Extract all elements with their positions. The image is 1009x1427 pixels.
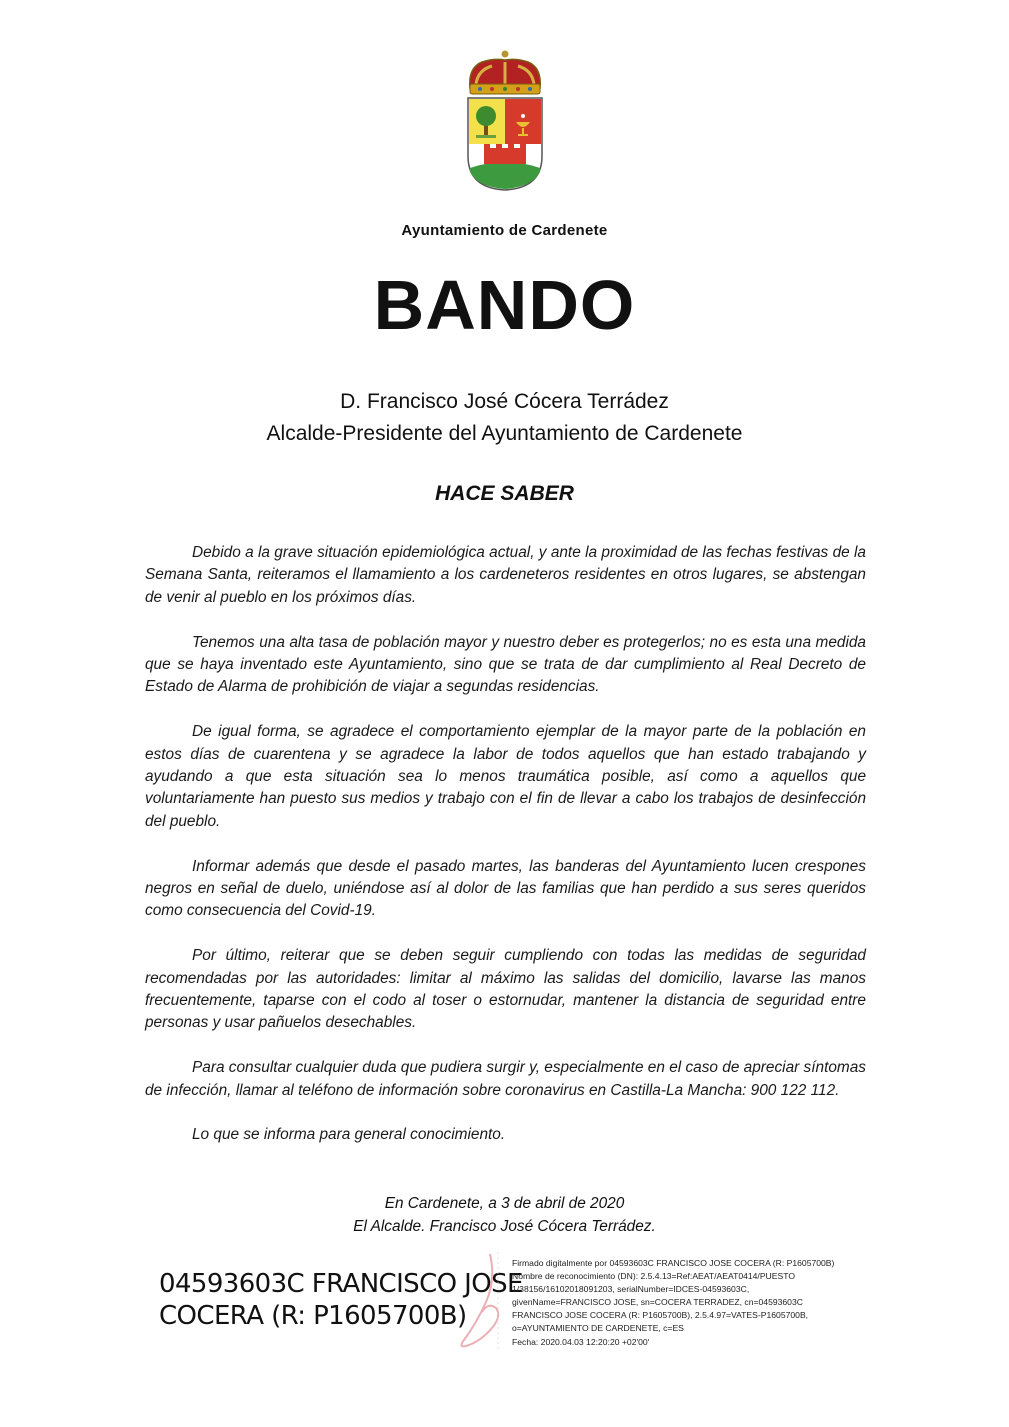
coat-of-arms-logo: [462, 48, 548, 194]
crown-icon: [470, 51, 541, 95]
document-title: BANDO: [373, 266, 636, 344]
signature-detail-line: o=AYUNTAMIENTO DE CARDENETE, c=ES: [512, 1323, 684, 1334]
body-paragraph: Informar además que desde el pasado martes, las banderas del Ayuntamiento lucen crespones negros en señal de duelo, uniéndose así al dolor de las familias que han perdido a sus seres queridos como consecuencia del Covid-19.: [145, 857, 866, 920]
closing-place-date: En Cardenete, a 3 de abril de 2020: [384, 1195, 625, 1212]
mayor-role: Alcalde-Presidente del Ayuntamiento de Cardenete: [266, 422, 743, 445]
body-paragraph: Lo que se informa para general conocimiento.: [192, 1126, 506, 1144]
signature-detail-line: Nombre de reconocimiento (DN): 2.5.4.13=Ref:AEAT/AEAT0414/PUESTO: [512, 1271, 796, 1282]
mayor-name: D. Francisco José Cócera Terrádez: [340, 390, 669, 413]
body-paragraph: Debido a la grave situación epidemiológica actual, y ante la proximidad de las fechas festivas de la Semana Santa, reiteramos el llamamiento a los cardeneteros residentes en otros lugares, se abstengan de venir al pueblo en los próximos días.: [145, 544, 866, 606]
council-name: Ayuntamiento de Cardenete: [401, 222, 608, 239]
signature-detail-line: Firmado digitalmente por 04593603C FRANCISCO JOSE COCERA (R: P1605700B): [512, 1258, 835, 1268]
signature-name-line: 04593603C FRANCISCO JOSE: [159, 1269, 523, 1299]
closing-signer: El Alcalde. Francisco José Cócera Terrádez.: [353, 1218, 656, 1235]
handwritten-signature-icon: [452, 1250, 512, 1354]
body-paragraph: Para consultar cualquier duda que pudiera surgir y, especialmente en el caso de apreciar síntomas de infección, llamar al teléfono de información sobre coronavirus en Castilla-La Mancha: 900 122 112.: [145, 1059, 866, 1099]
body-paragraph: De igual forma, se agradece el comportamiento ejemplar de la mayor parte de la población en estos días de cuarentena y se agradece la labor de todos aquellos que han estado trabajando y ayudando a que esta situación sea lo menos traumática posible, así como a aquellos que voluntariamente han puesto sus medios y trabajo con el fin de llevar a cabo los trabajos de desinfección del pueblo.: [145, 723, 866, 830]
signature-detail-line: Fecha: 2020.04.03 12:20:20 +02'00': [512, 1336, 650, 1347]
announcement-heading: HACE SABER: [435, 482, 574, 505]
signature-detail-line: FRANCISCO JOSE COCERA (R: P1605700B), 2.5.4.97=VATES-P1605700B,: [512, 1310, 809, 1321]
signature-detail-line: givenName=FRANCISCO JOSE, sn=COCERA TERRADEZ, cn=04593603C: [512, 1297, 803, 1308]
shield-icon: [468, 98, 542, 190]
body-paragraph: Por último, reiterar que se deben seguir cumpliendo con todas las medidas de seguridad recomendadas por las autoridades: limitar al máximo las salidas del domicilio, lavarse las manos frecuentemente, taparse con el codo al toser o estornudar, mantener la distancia de seguridad entre personas y usar pañuelos desechables.: [145, 947, 866, 1032]
document-body: [145, 542, 866, 1169]
signature-name-line: COCERA (R: P1605700B): [159, 1301, 467, 1331]
body-paragraph: Tenemos una alta tasa de población mayor y nuestro deber es protegerlos; no es esta una medida que se haya inventado este Ayuntamiento, sino que se trata de dar cumplimiento al Real Decreto de Estado de Alarma de prohibición de viajar a segundas residencias.: [145, 633, 866, 696]
signature-details: [512, 1257, 872, 1349]
signature-detail-line: 1/38156/16102018091203, serialNumber=IDCES-04593603C,: [512, 1284, 750, 1295]
